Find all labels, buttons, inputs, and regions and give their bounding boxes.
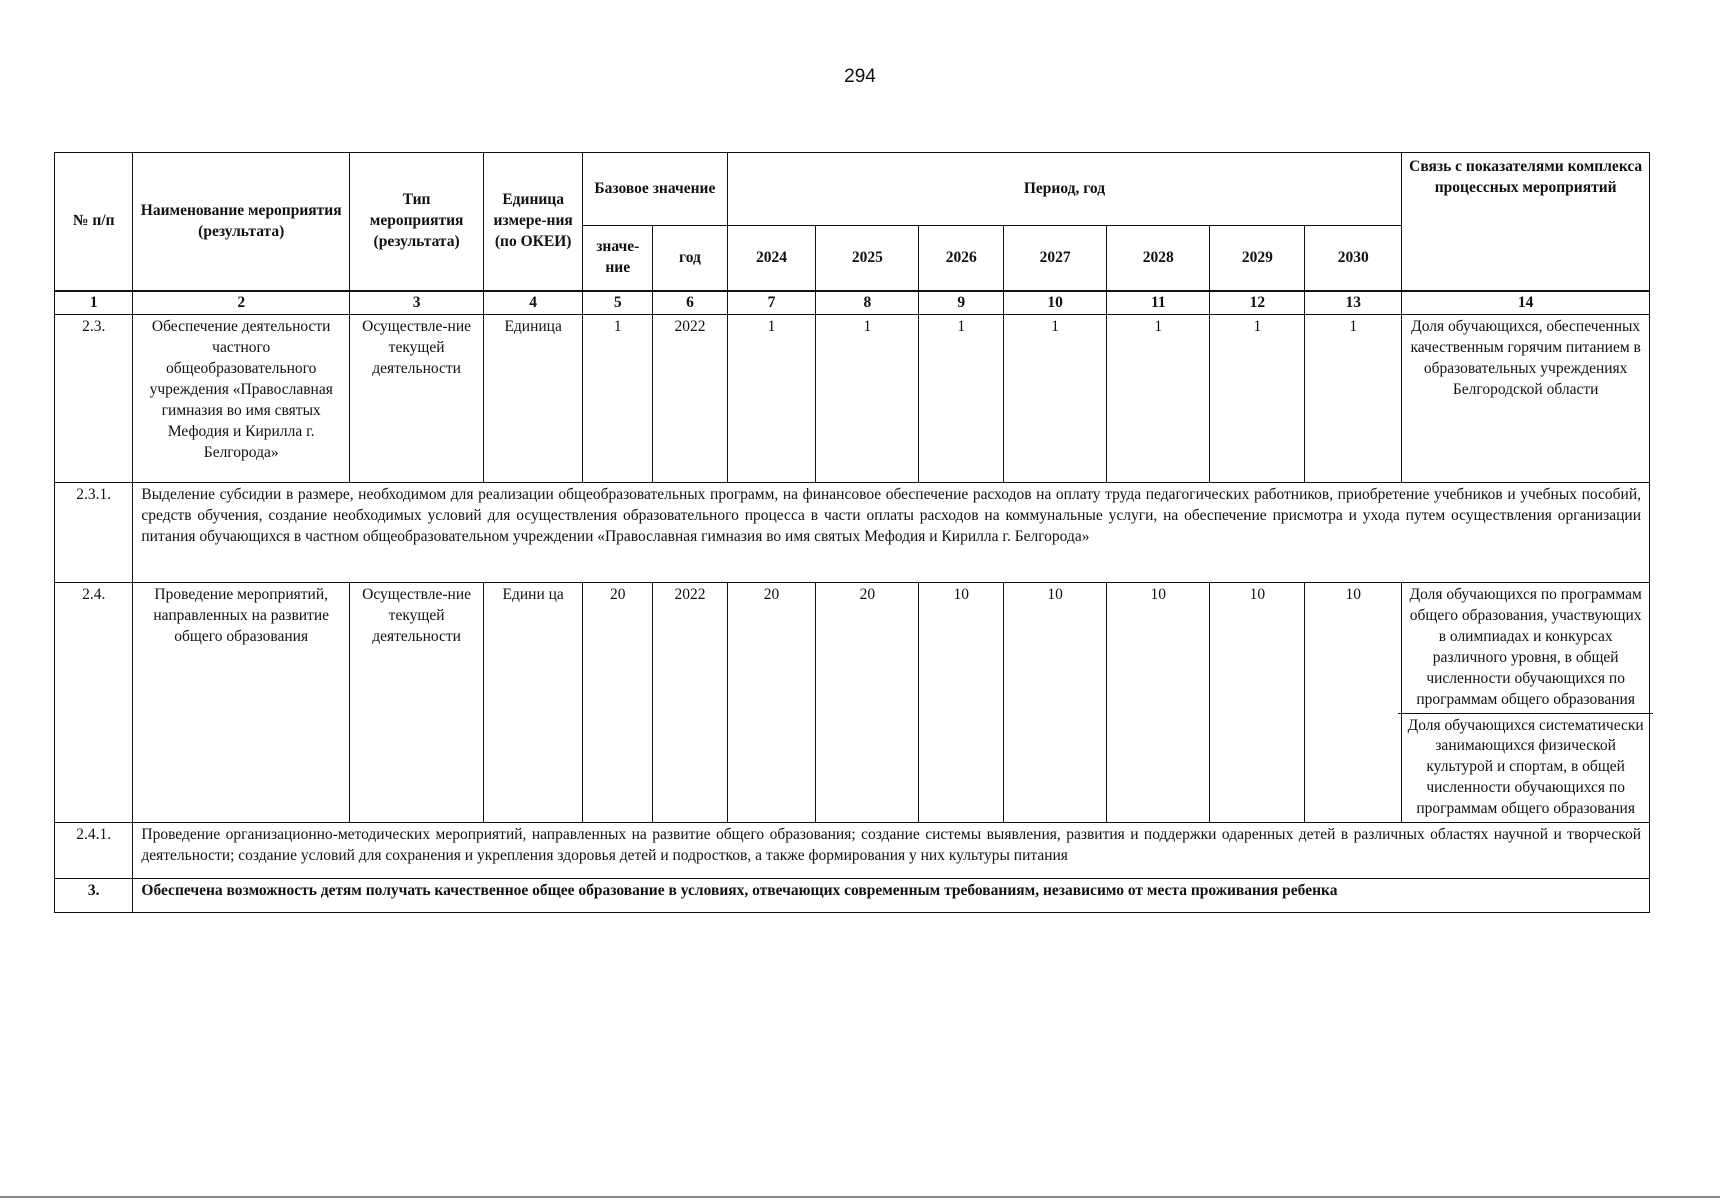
events-table xyxy=(54,152,1650,913)
header-base-value: значе-ние xyxy=(583,226,653,292)
header-base-year: год xyxy=(653,226,727,292)
header-base: Базовое значение xyxy=(583,153,727,226)
row-value-2028: 1 xyxy=(1107,315,1210,483)
table-row-2-3 xyxy=(55,315,1650,483)
row-num: 2.3. xyxy=(55,315,133,483)
row-value-2025: 20 xyxy=(816,583,919,823)
row-link: Доля обучающихся по программам общего образования, участвующих в олимпиадах и конкурсах различного уровня, в общей численности обучающихся по программам общего образования xyxy=(1409,586,1642,708)
header-year: 2025 xyxy=(816,226,919,292)
column-number: 9 xyxy=(919,291,1004,315)
header-year: 2030 xyxy=(1305,226,1402,292)
column-number: 7 xyxy=(727,291,816,315)
header-name: Наименование мероприятия (результата) xyxy=(133,153,350,292)
column-number: 1 xyxy=(55,291,133,315)
column-number: 2 xyxy=(133,291,350,315)
header-row-1 xyxy=(55,153,1650,226)
row-value-2029: 1 xyxy=(1210,315,1305,483)
row-value-2028: 10 xyxy=(1107,583,1210,823)
row-type: Осуществле-ние текущей деятельности xyxy=(350,315,484,483)
column-number: 5 xyxy=(583,291,653,315)
row-type: Осуществле-ние текущей деятельности xyxy=(350,583,484,823)
header-year: 2028 xyxy=(1107,226,1210,292)
header-year: 2026 xyxy=(919,226,1004,292)
row-num: 2.4. xyxy=(55,583,133,823)
row-value-2029: 10 xyxy=(1210,583,1305,823)
row-num: 2.4.1. xyxy=(55,823,133,879)
row-base-year: 2022 xyxy=(653,315,727,483)
column-number: 14 xyxy=(1402,291,1650,315)
row-num: 2.3.1. xyxy=(55,483,133,583)
row-value-2027: 10 xyxy=(1004,583,1107,823)
row-value-2025: 1 xyxy=(816,315,919,483)
row-value-2030: 10 xyxy=(1305,583,1402,823)
page-bottom-edge xyxy=(0,1196,1720,1198)
row-value-2027: 1 xyxy=(1004,315,1107,483)
page-number: 294 xyxy=(844,66,876,87)
header-year: 2024 xyxy=(727,226,816,292)
row-value-2026: 10 xyxy=(919,583,1004,823)
column-number: 11 xyxy=(1107,291,1210,315)
row-unit: Единица xyxy=(484,315,583,483)
row-description: Выделение субсидии в размере, необходимом для реализации общеобразовательных программ, на финансовое обеспечение расходов на оплату труда педагогических работников, приобретение учебников и учебных пособий, средств обучения, создание необходимых условий для осуществления образовательного процесса в части оплаты расходов на коммунальные услуги, на обеспечение присмотра и ухода путем осуществления организации питания обучающихся в частном общеобразовательном учреждении «Православная гимназия во имя святых Мефодия и Кирилла г. Белгорода» xyxy=(133,483,1650,583)
row-description: Обеспечена возможность детям получать качественное общее образование в условиях, отвечающих современным требованиям, независимо от места проживания ребенка xyxy=(133,879,1650,913)
row-unit: Едини ца xyxy=(484,583,583,823)
table-row-2-4 xyxy=(55,583,1650,823)
header-year: 2029 xyxy=(1210,226,1305,292)
row-value-2024: 1 xyxy=(727,315,816,483)
column-number: 10 xyxy=(1004,291,1107,315)
column-number: 13 xyxy=(1305,291,1402,315)
row-description: Проведение организационно-методических мероприятий, направленных на развитие общего образования; создание системы выявления, развития и поддержки одаренных детей в различных областях научной и творческой деятельности; создание условий для сохранения и укрепления здоровья детей и подростков, а также формирования у них культуры питания xyxy=(133,823,1650,879)
row-link: Доля обучающихся систематически занимающихся физической культурой и спортам, в общей численности обучающихся по программам общего образования xyxy=(1398,713,1653,821)
header-type: Тип мероприятия (результата) xyxy=(350,153,484,292)
row-value-2030: 1 xyxy=(1305,315,1402,483)
header-link: Связь с показателями комплекса процессных мероприятий xyxy=(1402,153,1650,292)
table-row-2-3-1 xyxy=(55,483,1650,583)
header-unit: Единица измере-ния (по ОКЕИ) xyxy=(484,153,583,292)
row-value-2024: 20 xyxy=(727,583,816,823)
column-number: 6 xyxy=(653,291,727,315)
column-number-row xyxy=(55,291,1650,315)
header-num: № п/п xyxy=(55,153,133,292)
row-name: Проведение мероприятий, направленных на развитие общего образования xyxy=(133,583,350,823)
row-name: Обеспечение деятельности частного общеобразовательного учреждения «Православная гимназия во имя святых Мефодия и Кирилла г. Белгорода» xyxy=(133,315,350,483)
column-number: 8 xyxy=(816,291,919,315)
row-base-year: 2022 xyxy=(653,583,727,823)
header-period: Период, год xyxy=(727,153,1402,226)
row-link-cell xyxy=(1402,583,1650,823)
row-value-2026: 1 xyxy=(919,315,1004,483)
row-base-value: 20 xyxy=(583,583,653,823)
column-number: 4 xyxy=(484,291,583,315)
table-row-3 xyxy=(55,879,1650,913)
row-link: Доля обучающихся, обеспеченных качественным горячим питанием в образовательных учреждениях Белгородской области xyxy=(1402,315,1650,483)
row-base-value: 1 xyxy=(583,315,653,483)
column-number: 12 xyxy=(1210,291,1305,315)
header-year: 2027 xyxy=(1004,226,1107,292)
column-number: 3 xyxy=(350,291,484,315)
table-row-2-4-1 xyxy=(55,823,1650,879)
row-num: 3. xyxy=(55,879,133,913)
